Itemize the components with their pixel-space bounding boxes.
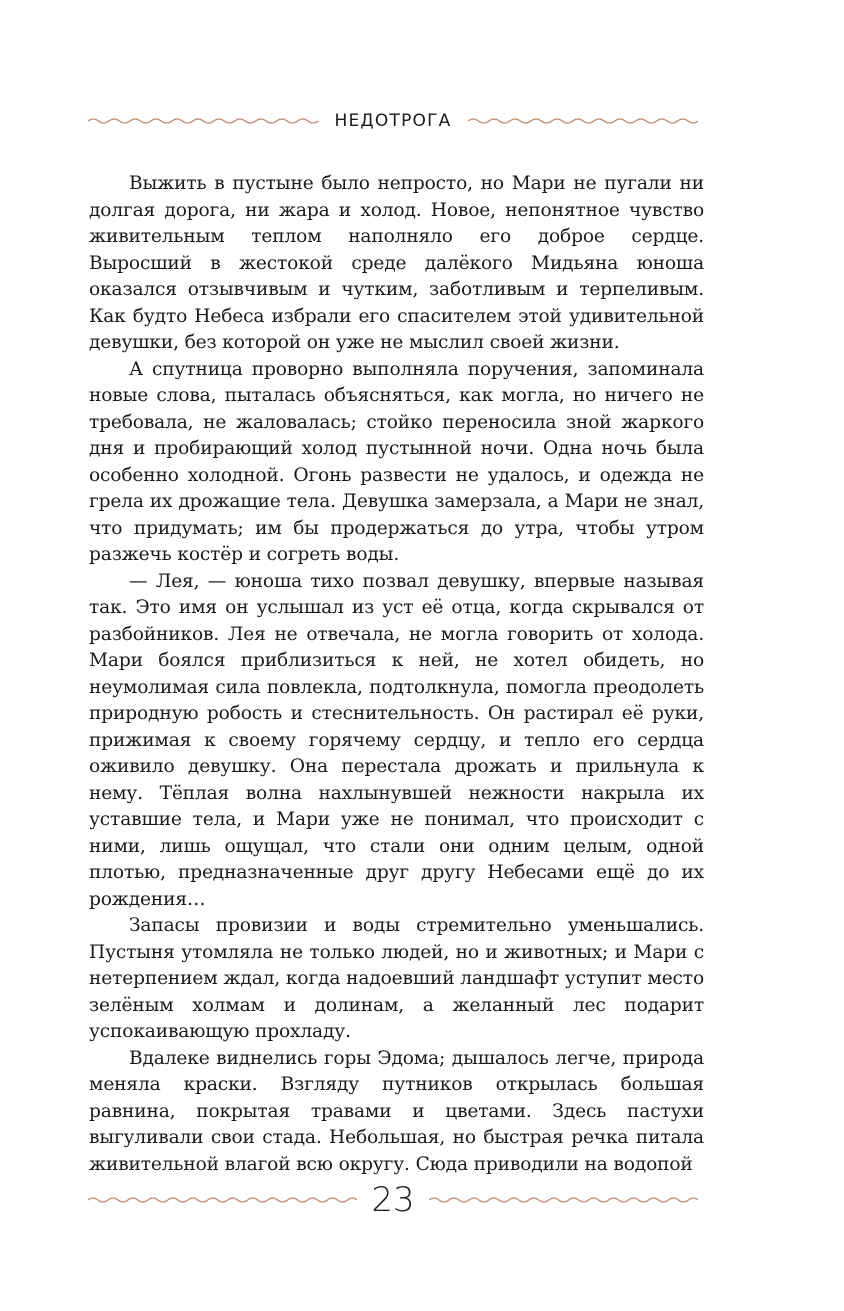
paragraph: Выжить в пустыне было непросто, но Мари не пугали ни долгая дорога, ни жара и холод. Новое, непонятное чувство живительным теплом наполняло его доброе сердце. Выросший в жестокой среде далёкого Мидьяна юноша оказался отзывчивым и чутким, заботливым и терпеливым. Как будто Небеса избрали его спасителем этой удивительной девушки, без которой он уже не мыслил своей жизни. xyxy=(89,173,704,353)
wave-ornament-path xyxy=(468,119,699,123)
page-number: 23 xyxy=(371,1180,415,1220)
wave-ornament-left xyxy=(88,1195,357,1205)
wave-ornament-right xyxy=(468,116,699,126)
running-header-title: НЕДОТРОГА xyxy=(334,111,452,131)
wave-ornament-path xyxy=(88,119,319,123)
page-body xyxy=(89,171,704,1178)
paragraph: Вдалеке виднелись горы Эдома; дышалось легче, природа меняла краски. Взгляду путников открылась большая равнина, покрытая травами и цветами. Здесь пастухи выгуливали свои стада. Небольшая, но быстрая речка питала живительной влагой всю округу. Сюда приводили на водопой xyxy=(89,1047,704,1175)
wave-ornament-path xyxy=(88,1198,357,1202)
wave-ornament-right xyxy=(429,1195,698,1205)
running-header xyxy=(88,106,698,136)
page-footer xyxy=(88,1178,698,1222)
wave-ornament-path xyxy=(429,1198,698,1202)
wave-ornament-left xyxy=(88,116,319,126)
paragraph: — Лея, — юноша тихо позвал девушку, впервые называя так. Это имя он услышал из уст её отца, когда скрывался от разбойников. Лея не отвечала, не могла говорить от холода. Мари боялся приблизиться к ней, не хотел обидеть, но неумолимая сила повлекла, подтолкнула, помогла преодолеть природную робость и стеснительность. Он растирал её руки, прижимая к своему горячему сердцу, и тепло его сердца оживило девушку. Она перестала дрожать и прильнула к нему. Тёплая волна нахлынувшей нежности накрыла их уставшие тела, и Мари уже не понимал, что происходит с ними, лишь ощущал, что стали они одним целым, одной плотью, предназначенные друг другу Небесами ещё до их рождения… xyxy=(89,570,704,910)
paragraph: Запасы провизии и воды стремительно уменьшались. Пустыня утомляла не только людей, но и животных; и Мари с нетерпением ждал, когда надоевший ландшафт уступит место зелёным холмам и долинам, а желанный лес подарит успокаивающую прохладу. xyxy=(89,915,704,1042)
paragraph: А спутница проворно выполняла поручения, запоминала новые слова, пыталась объясняться, как могла, но ничего не требовала, не жаловалась; стойко переносила зной жаркого дня и пробирающий холод пустынной ночи. Одна ночь была особенно холодной. Огонь развести не удалось, и одежда не грела их дрожащие тела. Девушка замерзала, а Мари не знал, что придумать; им бы продержаться до утра, чтобы утром разжечь костёр и согреть воды. xyxy=(89,358,704,565)
